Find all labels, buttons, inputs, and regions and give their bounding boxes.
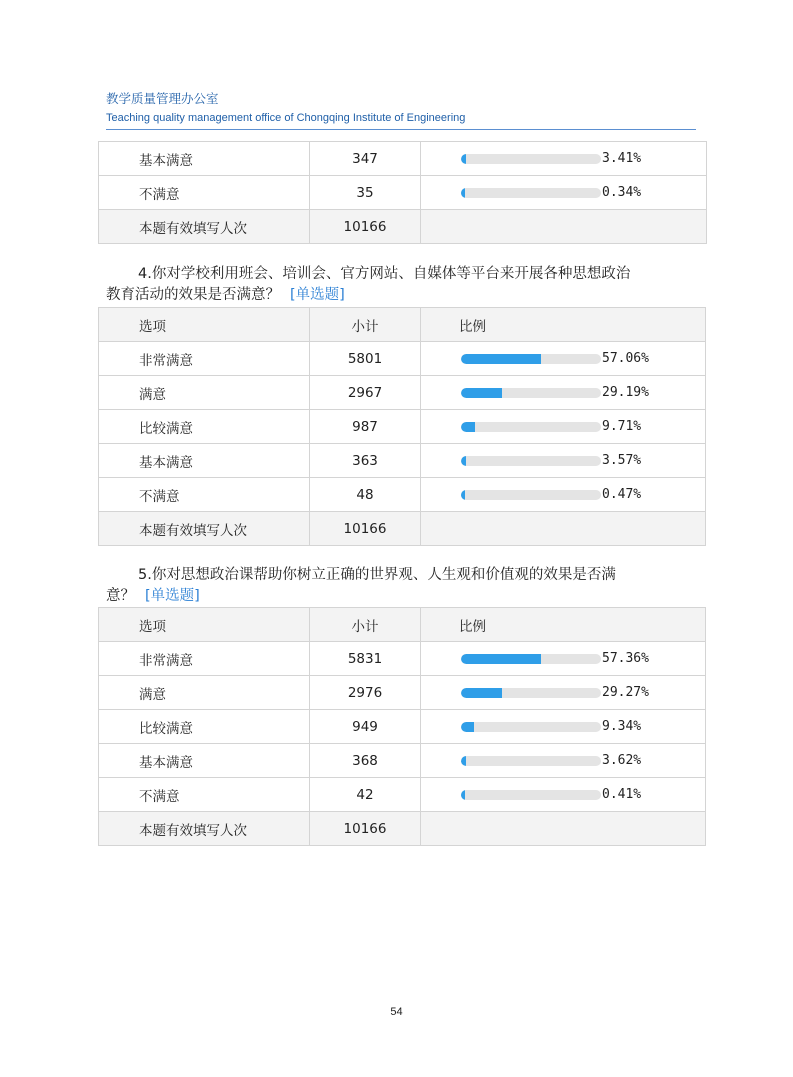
ratio-bar (461, 756, 601, 766)
ratio-percent: 3.41% (602, 151, 642, 166)
option-count: 5801 (310, 342, 421, 376)
table-row (99, 642, 706, 676)
option-label: 比较满意 (99, 410, 310, 444)
table-row (99, 676, 706, 710)
total-label: 本题有效填写人次 (99, 210, 310, 244)
option-count: 2967 (310, 376, 421, 410)
option-label: 满意 (99, 376, 310, 410)
ratio-bar (461, 188, 601, 198)
ratio-bar (461, 490, 601, 500)
ratio-cell (421, 778, 706, 812)
option-count: 2976 (310, 676, 421, 710)
option-count: 35 (310, 176, 421, 210)
table-row (99, 342, 706, 376)
column-header-count: 小计 (310, 608, 421, 642)
table-row (99, 478, 706, 512)
ratio-bar-fill (461, 422, 475, 432)
table-row (99, 410, 706, 444)
question-5-line2 (106, 586, 696, 607)
table-header-row (99, 308, 706, 342)
ratio-bar (461, 654, 601, 664)
option-count: 48 (310, 478, 421, 512)
ratio-percent: 0.34% (602, 185, 642, 200)
ratio-bar-fill (461, 756, 466, 766)
total-row (99, 812, 706, 846)
total-label: 本题有效填写人次 (99, 512, 310, 546)
ratio-cell (421, 478, 706, 512)
option-label: 基本满意 (99, 142, 310, 176)
total-count: 10166 (310, 812, 421, 846)
option-count: 42 (310, 778, 421, 812)
office-title-en: Teaching quality management office of Chongqing Institute of Engineering (106, 112, 466, 124)
ratio-cell (421, 642, 706, 676)
ratio-percent: 29.27% (602, 685, 649, 700)
option-label: 比较满意 (99, 710, 310, 744)
ratio-cell (421, 176, 707, 210)
header-divider (106, 129, 696, 130)
question-4-line2 (106, 285, 696, 306)
table-row (99, 176, 707, 210)
ratio-bar (461, 154, 601, 164)
ratio-cell (421, 142, 707, 176)
column-header-count: 小计 (310, 308, 421, 342)
table-row (99, 376, 706, 410)
ratio-percent: 9.34% (602, 719, 642, 734)
page-number: 54 (390, 1006, 403, 1018)
table-header-row (99, 608, 706, 642)
ratio-bar-fill (461, 490, 465, 500)
option-count: 368 (310, 744, 421, 778)
ratio-percent: 57.06% (602, 351, 649, 366)
ratio-bar (461, 722, 601, 732)
office-title-cn: 教学质量管理办公室 (106, 91, 219, 106)
question-type-tag: [单选题] (145, 588, 200, 604)
ratio-bar (461, 354, 601, 364)
table-row (99, 142, 707, 176)
ratio-bar (461, 688, 601, 698)
ratio-bar (461, 790, 601, 800)
ratio-bar-fill (461, 388, 502, 398)
table-row (99, 710, 706, 744)
question-5 (106, 565, 696, 607)
ratio-bar-fill (461, 654, 541, 664)
total-label: 本题有效填写人次 (99, 812, 310, 846)
question-5-line2-text: 意？ (106, 588, 135, 604)
option-label: 不满意 (99, 778, 310, 812)
question-4 (106, 264, 696, 306)
ratio-percent: 3.57% (602, 453, 642, 468)
option-label: 非常满意 (99, 342, 310, 376)
ratio-cell (421, 676, 706, 710)
column-header-ratio: 比例 (421, 308, 706, 342)
option-label: 不满意 (99, 176, 310, 210)
question-type-tag: [单选题] (290, 287, 345, 303)
option-count: 347 (310, 142, 421, 176)
ratio-bar-fill (461, 722, 474, 732)
table-row (99, 744, 706, 778)
table-row (99, 444, 706, 478)
option-label: 非常满意 (99, 642, 310, 676)
ratio-bar-fill (461, 188, 465, 198)
total-row (99, 512, 706, 546)
ratio-percent: 57.36% (602, 651, 649, 666)
total-row (99, 210, 707, 244)
option-count: 987 (310, 410, 421, 444)
ratio-bar-fill (461, 456, 466, 466)
option-count: 363 (310, 444, 421, 478)
ratio-cell (421, 376, 706, 410)
option-label: 不满意 (99, 478, 310, 512)
ratio-cell (421, 710, 706, 744)
ratio-percent: 9.71% (602, 419, 642, 434)
option-label: 基本满意 (99, 444, 310, 478)
q3-table-continued (98, 141, 707, 244)
ratio-percent: 0.41% (602, 787, 642, 802)
ratio-cell (421, 342, 706, 376)
option-count: 5831 (310, 642, 421, 676)
column-header-option: 选项 (99, 608, 310, 642)
ratio-bar (461, 388, 601, 398)
column-header-option: 选项 (99, 308, 310, 342)
ratio-bar-fill (461, 688, 502, 698)
ratio-cell (421, 744, 706, 778)
option-count: 949 (310, 710, 421, 744)
question-4-line1: 4.你对学校利用班会、培训会、官方网站、自媒体等平台来开展各种思想政治 (138, 266, 631, 282)
question-5-line1: 5.你对思想政治课帮助你树立正确的世界观、人生观和价值观的效果是否满 (138, 567, 616, 583)
ratio-percent: 3.62% (602, 753, 642, 768)
question-4-line2-text: 教育活动的效果是否满意？ (106, 287, 280, 303)
ratio-cell (421, 444, 706, 478)
page-header (106, 90, 696, 130)
ratio-percent: 0.47% (602, 487, 642, 502)
column-header-ratio: 比例 (421, 608, 706, 642)
table-row (99, 778, 706, 812)
total-count: 10166 (310, 512, 421, 546)
ratio-bar-fill (461, 154, 466, 164)
ratio-bar-fill (461, 354, 541, 364)
total-count: 10166 (310, 210, 421, 244)
option-label: 基本满意 (99, 744, 310, 778)
ratio-bar (461, 422, 601, 432)
q5-table (98, 607, 706, 846)
ratio-percent: 29.19% (602, 385, 649, 400)
q4-table (98, 307, 706, 546)
ratio-cell (421, 410, 706, 444)
option-label: 满意 (99, 676, 310, 710)
ratio-bar-fill (461, 790, 465, 800)
ratio-bar (461, 456, 601, 466)
